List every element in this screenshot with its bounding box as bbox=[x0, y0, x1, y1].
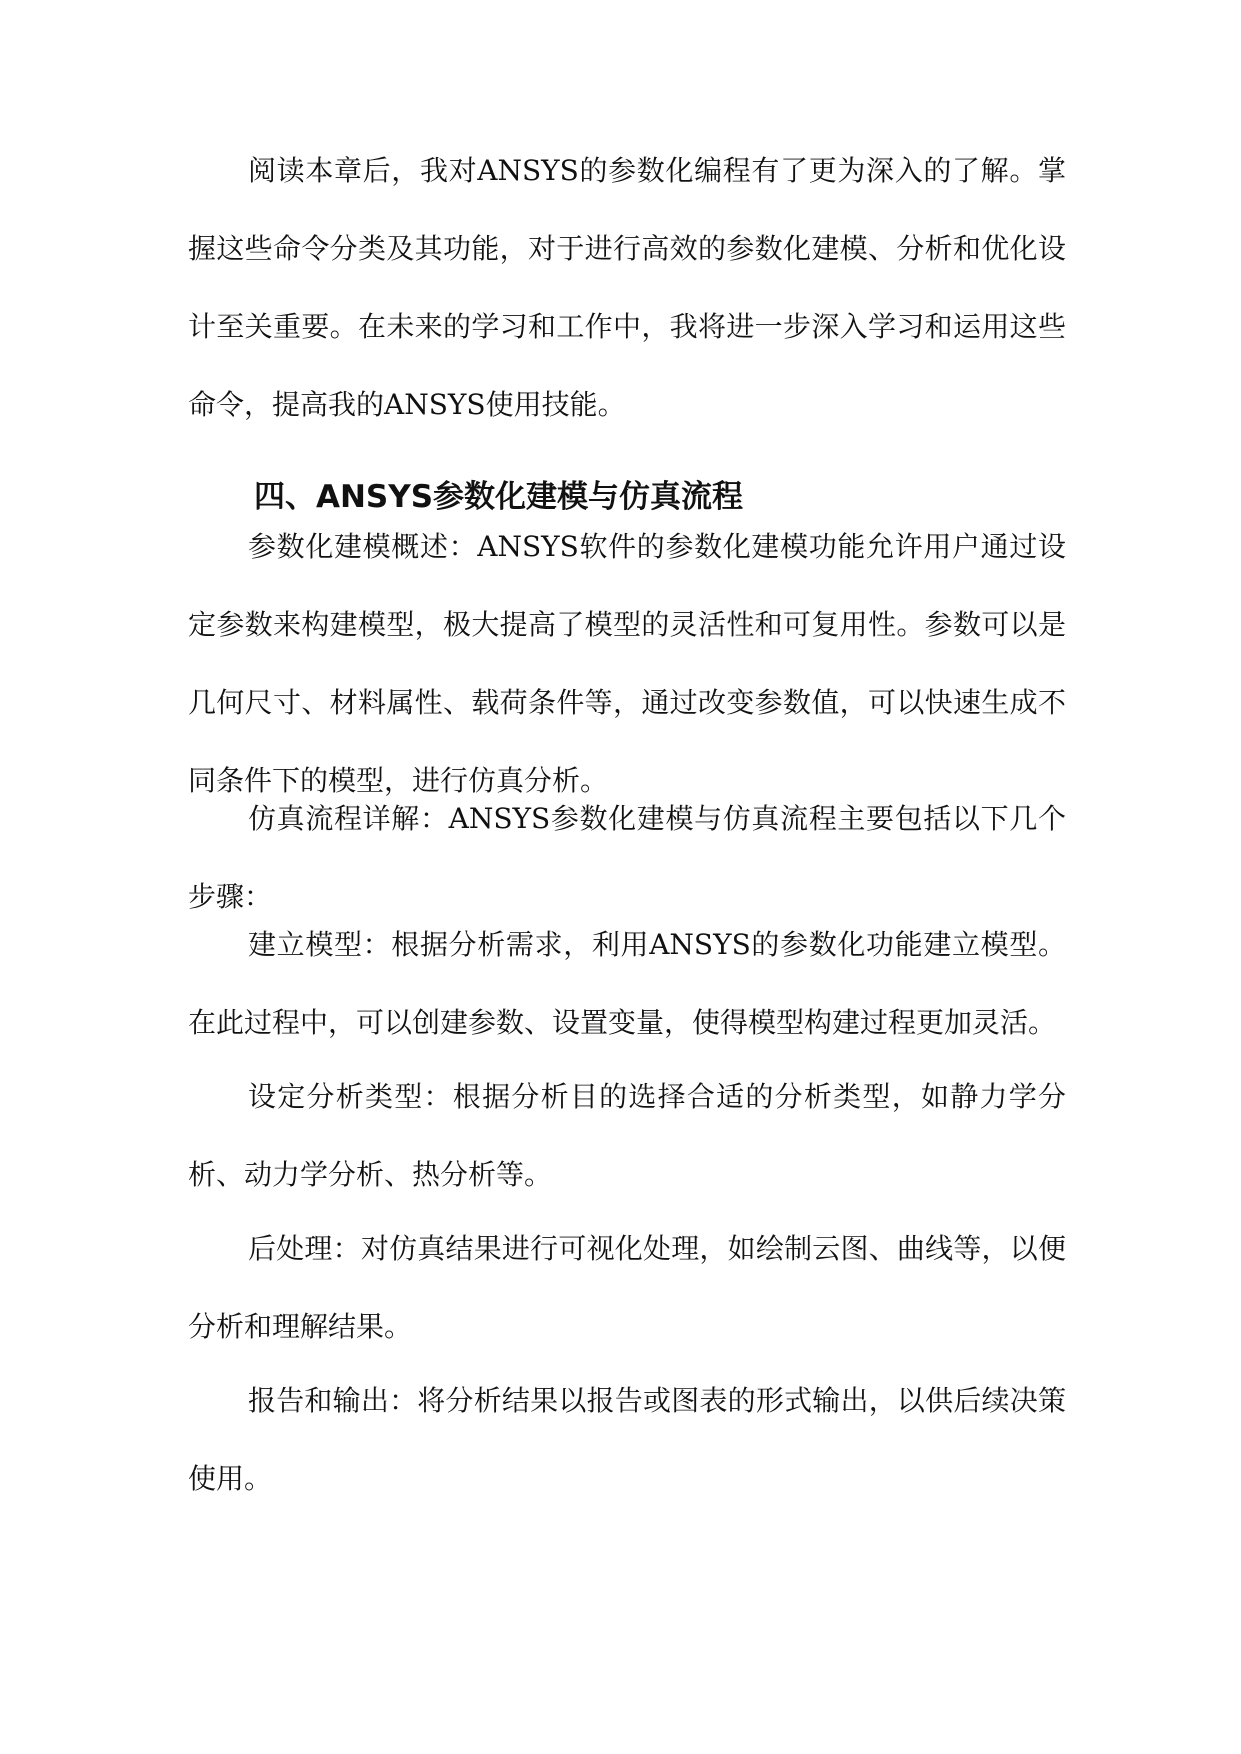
paragraph-post-processing: 后处理：对仿真结果进行可视化处理，如绘制云图、曲线等，以便分析和理解结果。 bbox=[188, 1232, 1066, 1343]
paragraph-analysis-type: 设定分析类型：根据分析目的选择合适的分析类型，如静力学分析、动力学分析、热分析等。 bbox=[188, 1080, 1066, 1191]
paragraph-reading-summary: 阅读本章后，我对ANSYS的参数化编程有了更为深入的了解。掌握这些命令分类及其功能，对于进行高效的参数化建模、分析和优化设计至关重要。在未来的学习和工作中，我将进一步深入学习和运用这些命令，提高我的ANSYS使用技能。 bbox=[188, 154, 1066, 421]
paragraph-modeling-overview: 参数化建模概述：ANSYS软件的参数化建模功能允许用户通过设定参数来构建模型，极大提高了模型的灵活性和可复用性。参数可以是几何尺寸、材料属性、载荷条件等，通过改变参数值，可以快速生成不同条件下的模型，进行仿真分析。 bbox=[188, 530, 1066, 797]
section-heading: 四、ANSYS参数化建模与仿真流程 bbox=[254, 479, 744, 515]
paragraph-report-output: 报告和输出：将分析结果以报告或图表的形式输出，以供后续决策使用。 bbox=[188, 1384, 1066, 1495]
paragraph-process-intro: 仿真流程详解：ANSYS参数化建模与仿真流程主要包括以下几个步骤： bbox=[188, 802, 1066, 913]
paragraph-build-model: 建立模型：根据分析需求，利用ANSYS的参数化功能建立模型。在此过程中，可以创建参数、设置变量，使得模型构建过程更加灵活。 bbox=[188, 928, 1066, 1039]
